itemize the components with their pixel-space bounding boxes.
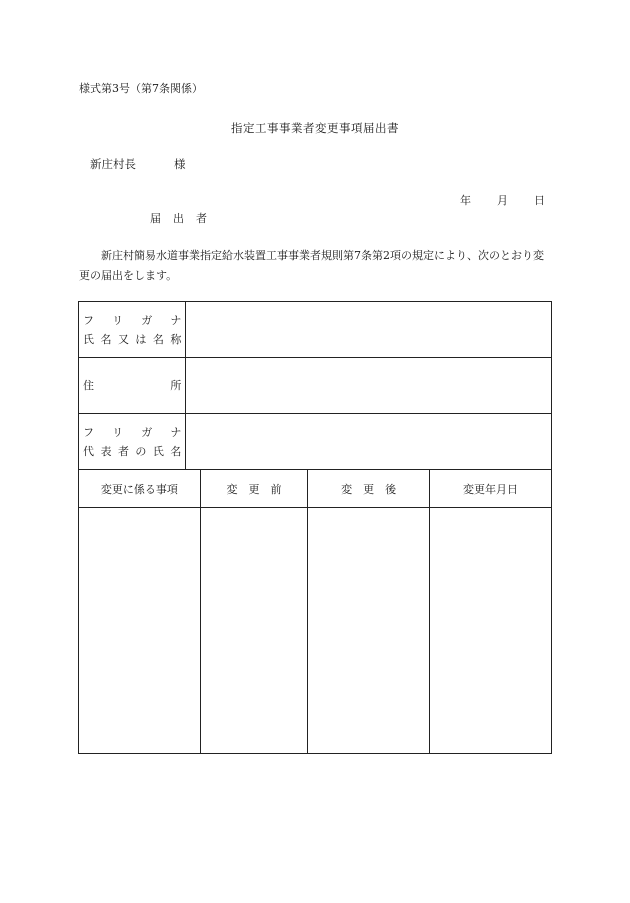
label-char: 者	[117, 444, 129, 458]
header-before: 変 更 前	[200, 470, 307, 508]
kana-char: ガ	[141, 425, 153, 439]
document-title: 指定工事事業者変更事項届出書	[231, 121, 399, 135]
name-input-cell[interactable]	[186, 302, 552, 358]
label-char: 名	[152, 332, 164, 346]
kana-char: リ	[112, 313, 124, 327]
label-char: 名	[170, 444, 182, 458]
change-notification-table	[78, 301, 552, 754]
applicant-char: 出	[173, 212, 184, 225]
label-char: 所	[170, 379, 182, 392]
table-row	[79, 358, 552, 414]
kana-char: フ	[83, 313, 94, 327]
representative-label-cell	[79, 414, 186, 470]
address-label-cell	[79, 358, 186, 414]
addressee-name: 新庄村長	[90, 157, 136, 171]
label-char: 氏	[152, 444, 164, 458]
header-change-date: 変更年月日	[430, 470, 552, 508]
after-input-cell[interactable]	[308, 508, 430, 754]
table-row	[79, 414, 552, 470]
label-char: 住	[83, 379, 94, 392]
date-month: 月	[497, 194, 508, 207]
before-input-cell[interactable]	[200, 508, 307, 754]
changed-item-input-cell[interactable]	[79, 508, 201, 754]
table-row	[79, 302, 552, 358]
kana-char: ナ	[170, 425, 182, 439]
addressee	[90, 156, 186, 172]
name-label-cell	[79, 302, 186, 358]
table-header-row	[79, 470, 552, 508]
applicant-char: 届	[150, 212, 161, 225]
label-char: 称	[170, 332, 182, 346]
change-date-input-cell[interactable]	[430, 508, 552, 754]
date-day: 日	[534, 194, 545, 207]
label-char: の	[135, 444, 147, 458]
addressee-honorific: 様	[174, 157, 186, 171]
address-input-cell[interactable]	[186, 358, 552, 414]
body-text: 新庄村簡易水道事業指定給水装置工事事業者規則第7条第2項の規定により、次のとおり変更の届出をします。	[79, 249, 544, 282]
form-number: 様式第3号（第7条関係）	[79, 82, 203, 95]
label-char: は	[135, 332, 147, 346]
kana-char: ナ	[170, 313, 182, 327]
label-char: 氏	[83, 332, 94, 346]
applicant-label	[150, 210, 219, 226]
label-char: 名	[100, 332, 112, 346]
representative-input-cell[interactable]	[186, 414, 552, 470]
label-char: 又	[117, 332, 129, 346]
kana-char: ガ	[141, 313, 153, 327]
date-line	[460, 192, 545, 208]
date-year: 年	[460, 194, 471, 207]
header-after: 変 更 後	[308, 470, 430, 508]
table-row	[79, 508, 552, 754]
header-changed-item: 変更に係る事項	[79, 470, 201, 508]
label-char: 表	[100, 444, 112, 458]
label-char: 代	[83, 444, 94, 458]
kana-char: フ	[83, 425, 94, 439]
applicant-char: 者	[196, 212, 207, 225]
kana-char: リ	[112, 425, 124, 439]
